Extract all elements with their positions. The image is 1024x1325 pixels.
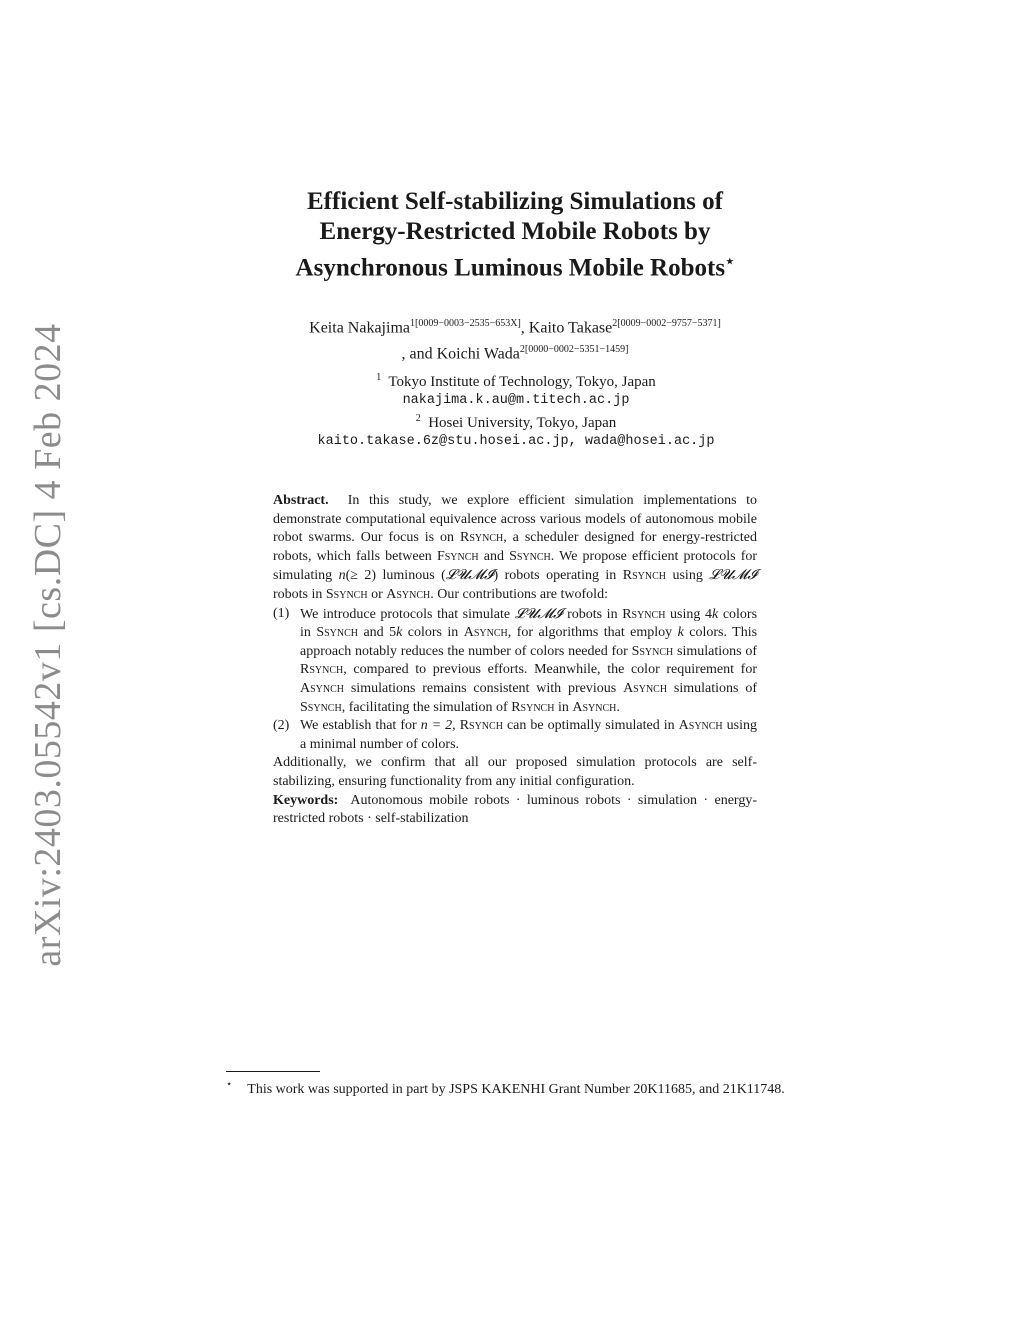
item-text: using a minimal number of colors.	[300, 718, 758, 752]
item-number: (1)	[273, 605, 290, 621]
affiliation-2-number: 2	[415, 413, 421, 424]
title-line-1: Efficient Self-stabilizing Simulations of	[307, 188, 723, 215]
item-text: , compared to previous efforts. Meanwhile, the color requirement for	[343, 662, 757, 678]
author-2-orcid: 2[0009−0002−9757−5371]	[612, 318, 721, 329]
math-k: k	[677, 625, 684, 641]
author-3-orcid: 2[0000−0002−5351−1459]	[519, 344, 629, 356]
affiliation-1-name: Tokyo Institute of Technology, Tokyo, Japan	[388, 374, 656, 390]
item-text: robots in	[567, 606, 618, 622]
footnote	[226, 1076, 808, 1099]
item-text: ,	[452, 718, 456, 734]
affiliation-1-number: 1	[376, 372, 382, 383]
author-3-name: , and Koichi Wada	[401, 345, 520, 363]
item-text: We establish that for	[300, 718, 417, 734]
abstract-text: (≥ 2) luminous (	[345, 568, 446, 584]
item-text: simulations of	[677, 643, 758, 659]
affiliation-2-name: Hosei University, Tokyo, Japan	[428, 415, 617, 431]
keywords	[273, 792, 757, 829]
item-text: using 4	[670, 606, 712, 622]
arxiv-id: arXiv:2403.05542v1 [cs.DC] 4 Feb 2024	[27, 323, 69, 967]
abstract-text: , a scheduler designed for energy-restricted robots, which falls between	[273, 530, 758, 564]
item-number: (2)	[273, 718, 290, 734]
abstract-text: and	[483, 548, 504, 564]
affiliation-2	[240, 410, 792, 433]
term-asynch: Asynch	[386, 586, 431, 602]
term-ssynch: Ssynch	[300, 699, 342, 715]
math-n: n	[338, 568, 346, 584]
term-fsynch: Fsynch	[436, 548, 479, 564]
math-k: k	[711, 606, 719, 622]
title-line-3-text: Asynchronous Luminous Mobile Robots	[295, 254, 726, 282]
affiliation-1-email: nakajima.k.au@m.titech.ac.jp	[402, 392, 630, 408]
abstract-label: Abstract.	[273, 493, 329, 508]
term-asynch: Asynch	[623, 680, 668, 696]
paper-title	[200, 187, 830, 283]
title-line-3	[200, 247, 830, 283]
footnote-mark: ⋆	[226, 1079, 233, 1090]
item-text: .	[616, 699, 620, 715]
abstract-block	[273, 492, 757, 829]
author-list: Keita Nakajima$^{1[0009-0003-2535-653X]}$, Kaito Takase$^{2[0009-0002-9757-5371]}$ , and Koichi Wada$^{2[0000-0002-5351-1459]}$	[309, 318, 721, 363]
author-2-name: Kaito Takase	[528, 319, 613, 337]
contribution-item-1	[273, 605, 757, 718]
math-n-equals-2: n = 2	[420, 718, 453, 734]
affiliation-2-emails: kaito.takase.6z@stu.hosei.ac.jp, wada@hosei.ac.jp	[317, 433, 715, 449]
abstract-text: . Our contributions are twofold:	[430, 586, 608, 602]
term-rsynch: Rsynch	[459, 718, 503, 734]
term-asynch: Asynch	[572, 699, 617, 715]
abstract-text: robots in	[273, 586, 323, 602]
item-text: in	[557, 699, 569, 715]
term-asynch: Asynch	[300, 680, 345, 696]
term-ssynch: Ssynch	[316, 625, 359, 641]
abstract-text: ) robots operating in	[493, 568, 617, 584]
abstract-text: using	[672, 568, 703, 584]
item-text: We introduce protocols that simulate	[300, 606, 511, 622]
item-text: colors in	[407, 625, 459, 641]
affiliation-1	[240, 369, 792, 392]
term-ssynch: Ssynch	[509, 548, 551, 564]
arxiv-sidebar-stamp	[27, 323, 69, 967]
math-k: k	[396, 625, 403, 641]
term-lumi: 𝓛𝓤𝓜𝓘	[709, 567, 758, 584]
item-text: , for algorithms that employ	[507, 625, 673, 641]
term-rsynch: Rsynch	[300, 662, 344, 678]
affiliations	[240, 369, 792, 451]
term-rsynch: Rsynch	[459, 530, 504, 546]
term-asynch: Asynch	[463, 625, 508, 641]
item-text: simulations of	[673, 680, 757, 696]
item-text: colors. This approach notably reduces the number of colors needed for	[300, 625, 758, 659]
abstract-paragraph	[273, 492, 757, 605]
term-ssynch: Ssynch	[325, 586, 368, 602]
item-text: can be optimally simulated in	[506, 718, 675, 734]
title-line-2: Energy-Restricted Mobile Robots by	[319, 218, 711, 245]
keywords-text: Autonomous mobile robots · luminous robots · simulation · energy-restricted robots · self-stabilization	[273, 792, 757, 827]
abstract-closing: Additionally, we confirm that all our proposed simulation protocols are self-stabilizing, ensuring functionality from any initial configuration.	[273, 755, 757, 789]
footnote-text: This work was supported in part by JSPS KAKENHI Grant Number 20K11685, and 21K11748.	[247, 1081, 785, 1097]
footnote-rule	[226, 1071, 320, 1072]
term-lumi: 𝓛𝓤𝓜𝓘	[514, 605, 563, 622]
term-ssynch: Ssynch	[631, 643, 674, 659]
item-text: , facilitating the simulation of	[341, 699, 508, 715]
item-text: simulations remains consistent with previous	[350, 680, 617, 696]
abstract-text: In this study, we explore efficient simulation implementations to demonstrate computational equivalence across various models of autonomous mobile robot swarms. Our focus is on	[273, 493, 758, 546]
term-rsynch: Rsynch	[622, 568, 667, 584]
item-text: colors in	[300, 606, 758, 641]
term-rsynch: Rsynch	[511, 699, 555, 715]
keywords-label: Keywords:	[273, 792, 339, 808]
title-footnote-mark: ⋆	[725, 254, 735, 270]
abstract-text: or	[371, 586, 383, 602]
term-rsynch: Rsynch	[622, 606, 666, 622]
term-lumi: 𝓛𝓤𝓜𝓘	[445, 567, 494, 584]
item-text: and 5	[363, 625, 397, 641]
term-asynch: Asynch	[678, 718, 723, 734]
author-1-name: Keita Nakajima	[309, 319, 410, 337]
abstract-text: . We propose efficient protocols for simulating	[273, 548, 758, 584]
contribution-item-2	[273, 717, 757, 754]
author-1-orcid: 1[0009−0003−2535−653X]	[409, 318, 521, 329]
